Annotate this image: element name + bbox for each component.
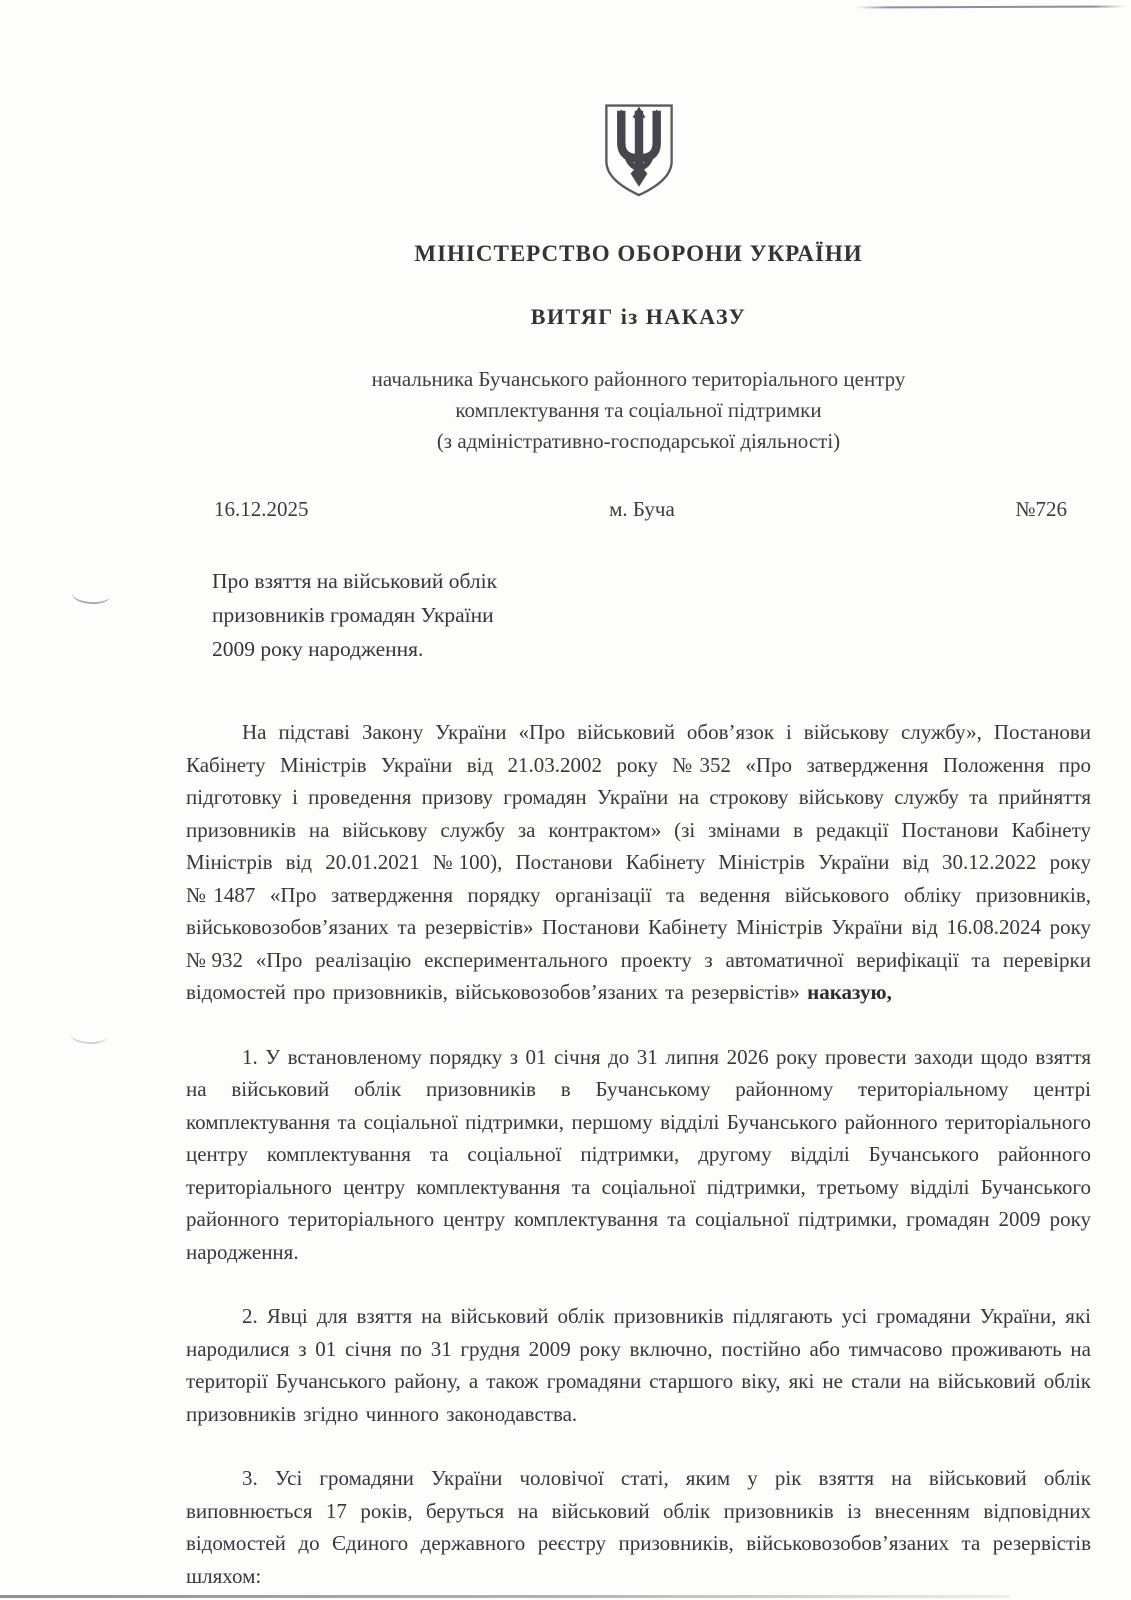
preamble-text: На підставі Закону України «Про військовий обов’язок і військову службу», Постанови Кабінету Міністрів України від 21.03.2002 року №352 «Про затвердження Положення про підготовку і проведення призову громадян України на строкову військову службу та прийняття призовників на військову службу за контрактом» (зі змінами в редакції Постанови Кабінету Міністрів від 20.01.2021 №100), Постанови Кабінету Міністрів України від 30.12.2022 року №1487 «Про затвердження порядку організації та ведення військового обліку призовників, військовозобов’язаних та резервістів» Постанови Кабінету Міністрів України від 16.08.2024 року №932 «Про реалізацію експериментального проекту з автоматичної верифікації та перевірки відомостей про призовників, військовозобов’язаних та резервістів» (186, 720, 1091, 1004)
ministry-title: МІНІСТЕРСТВО ОБОРОНИ УКРАЇНИ (414, 241, 863, 266)
subject-line-3: 2009 року народження. (212, 637, 424, 661)
document-meta-row (186, 497, 1091, 522)
scan-artifact-pen-mark-1 (71, 585, 110, 606)
preamble-paragraph (186, 716, 1091, 1009)
document-date: 16.12.2025 (214, 497, 309, 521)
ukraine-trident-icon (592, 100, 686, 210)
order-verb-bold: наказую, (807, 980, 892, 1004)
order-item-2: 2. Явці для взяття на військовий облік призовників підлягають усі громадяни України, які народилися з 01 січня по 31 грудня 2009 року включно, постійно або тимчасово проживають на території Бучанського району, а також громадяни старшого віку, які не стали на військовий облік призовників згідно чинного законодавства. (186, 1304, 1091, 1426)
issuer-block (186, 364, 1091, 457)
order-item-3: 3. Усі громадяни України чоловічої статі, яким у рік взяття на військовий облік виповнюється 17 років, беруться на військовий облік призовників із внесенням відповідних відомостей до Єдиного державного реєстру призовників, військовозобов’язаних та резервістів шляхом: (186, 1466, 1091, 1588)
order-item-1: 1. У встановленому порядку з 01 січня до 31 липня 2026 року провести заходи щодо взяття на військовий облік призовників в Бучанському районному територіальному центрі комплектування та соціальної підтримки, першому відділі Бучанського районного територіального центру комплектування та соціальної підтримки, другому відділі Бучанського районного територіального центру комплектування та соціальної підтримки, третьому відділі Бучанського районного територіального центру комплектування та соціальної підтримки, громадян 2009 року народження. (186, 1044, 1091, 1264)
issuer-line-1: начальника Бучанського районного територіального центру (371, 367, 906, 391)
subject-line-2: призовників громадян України (212, 603, 494, 627)
coat-of-arms-emblem (186, 100, 1091, 215)
scan-artifact-bottom-line (0, 1595, 1010, 1598)
scan-artifact-pen-mark-2 (70, 1025, 109, 1045)
subject-line-1: Про взяття на військовий облік (212, 569, 498, 593)
document-content (186, 0, 1091, 1592)
subject-block (186, 564, 1091, 666)
issuer-line-2: комплектування та соціальної підтримки (455, 398, 822, 422)
document-place: м. Буча (609, 497, 675, 521)
issuer-line-3: (з адміністративно-господарської діяльності) (436, 429, 841, 453)
document-type-title: ВИТЯГ із НАКАЗУ (530, 304, 747, 329)
document-number: №726 (1015, 497, 1067, 521)
